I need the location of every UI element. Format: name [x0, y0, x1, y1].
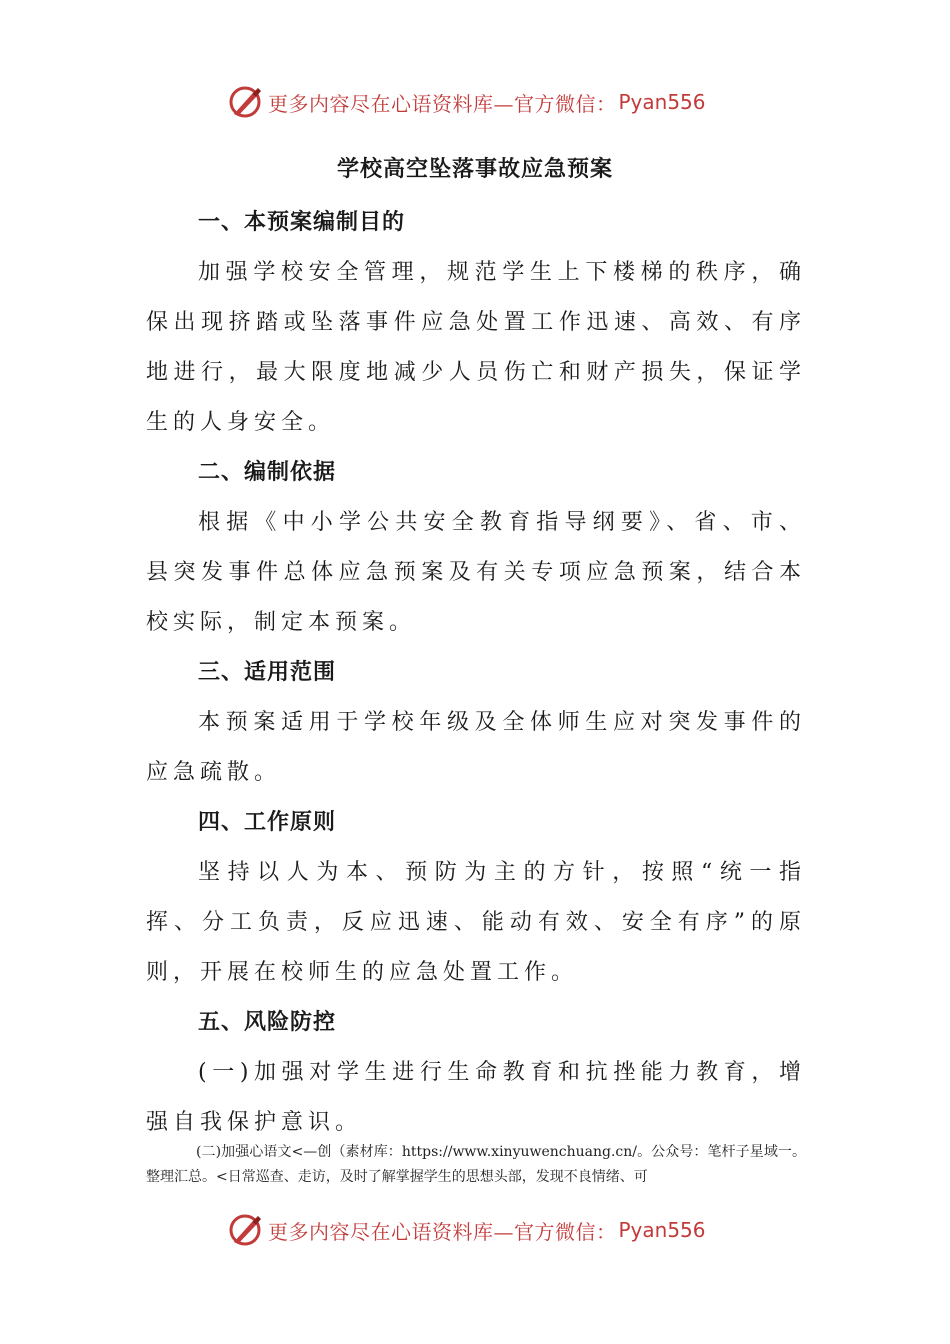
footer-watermark-banner — [0, 1208, 950, 1252]
pen-logo-icon — [228, 1212, 264, 1248]
section-paragraph-purpose: 加强学校安全管理，规范学生上下楼梯的秩序，确保出现挤踏或坠落事件应急处置工作迅速、高效、有序地进行，最大限度地减少人员伤亡和财产损失，保证学生的人身安全。 — [146, 260, 806, 435]
document-title: 学校高空坠落事故应急预案 — [336, 157, 613, 182]
section-paragraph-risk-control: (一)加强对学生进行生命教育和抗挫能力教育，增强自我保护意识。 — [146, 1060, 806, 1135]
section-heading-purpose: 一、本预案编制目的 — [198, 210, 406, 235]
banner-wechat-id: Pyan556 — [618, 90, 706, 114]
section-paragraph-principles: 坚持以人为本、预防为主的方针，按照“统一指挥、分工负责，反应迅速、能动有效、安全有序”的原则，开展在校师生的应急处置工作。 — [146, 860, 806, 985]
banner-text: 更多内容尽在心语资料库—官方微信： — [268, 1219, 617, 1244]
footnote-text: (二)加强心语文<—创（素材库：https://www.xinyuwenchuang.cn/。公众号：笔杆子星域一。整理汇总。<日常巡查、走访，及时了解掌握学生的思想头部，发现不良情绪、可 — [146, 1144, 806, 1185]
pen-logo-icon — [228, 84, 264, 120]
section-heading-scope: 三、适用范围 — [198, 660, 337, 685]
section-paragraph-scope: 本预案适用于学校年级及全体师生应对突发事件的应急疏散。 — [146, 710, 806, 785]
section-heading-basis: 二、编制依据 — [198, 460, 337, 485]
section-heading-risk-control: 五、风险防控 — [198, 1010, 337, 1035]
banner-wechat-id: Pyan556 — [618, 1218, 706, 1242]
section-heading-principles: 四、工作原则 — [198, 810, 337, 835]
header-watermark-banner — [0, 80, 950, 124]
section-paragraph-basis: 根据《中小学公共安全教育指导纲要》、省、市、县突发事件总体应急预案及有关专项应急预案，结合本校实际，制定本预案。 — [146, 510, 806, 635]
document-body — [146, 198, 806, 1148]
banner-text: 更多内容尽在心语资料库—官方微信： — [268, 91, 617, 116]
